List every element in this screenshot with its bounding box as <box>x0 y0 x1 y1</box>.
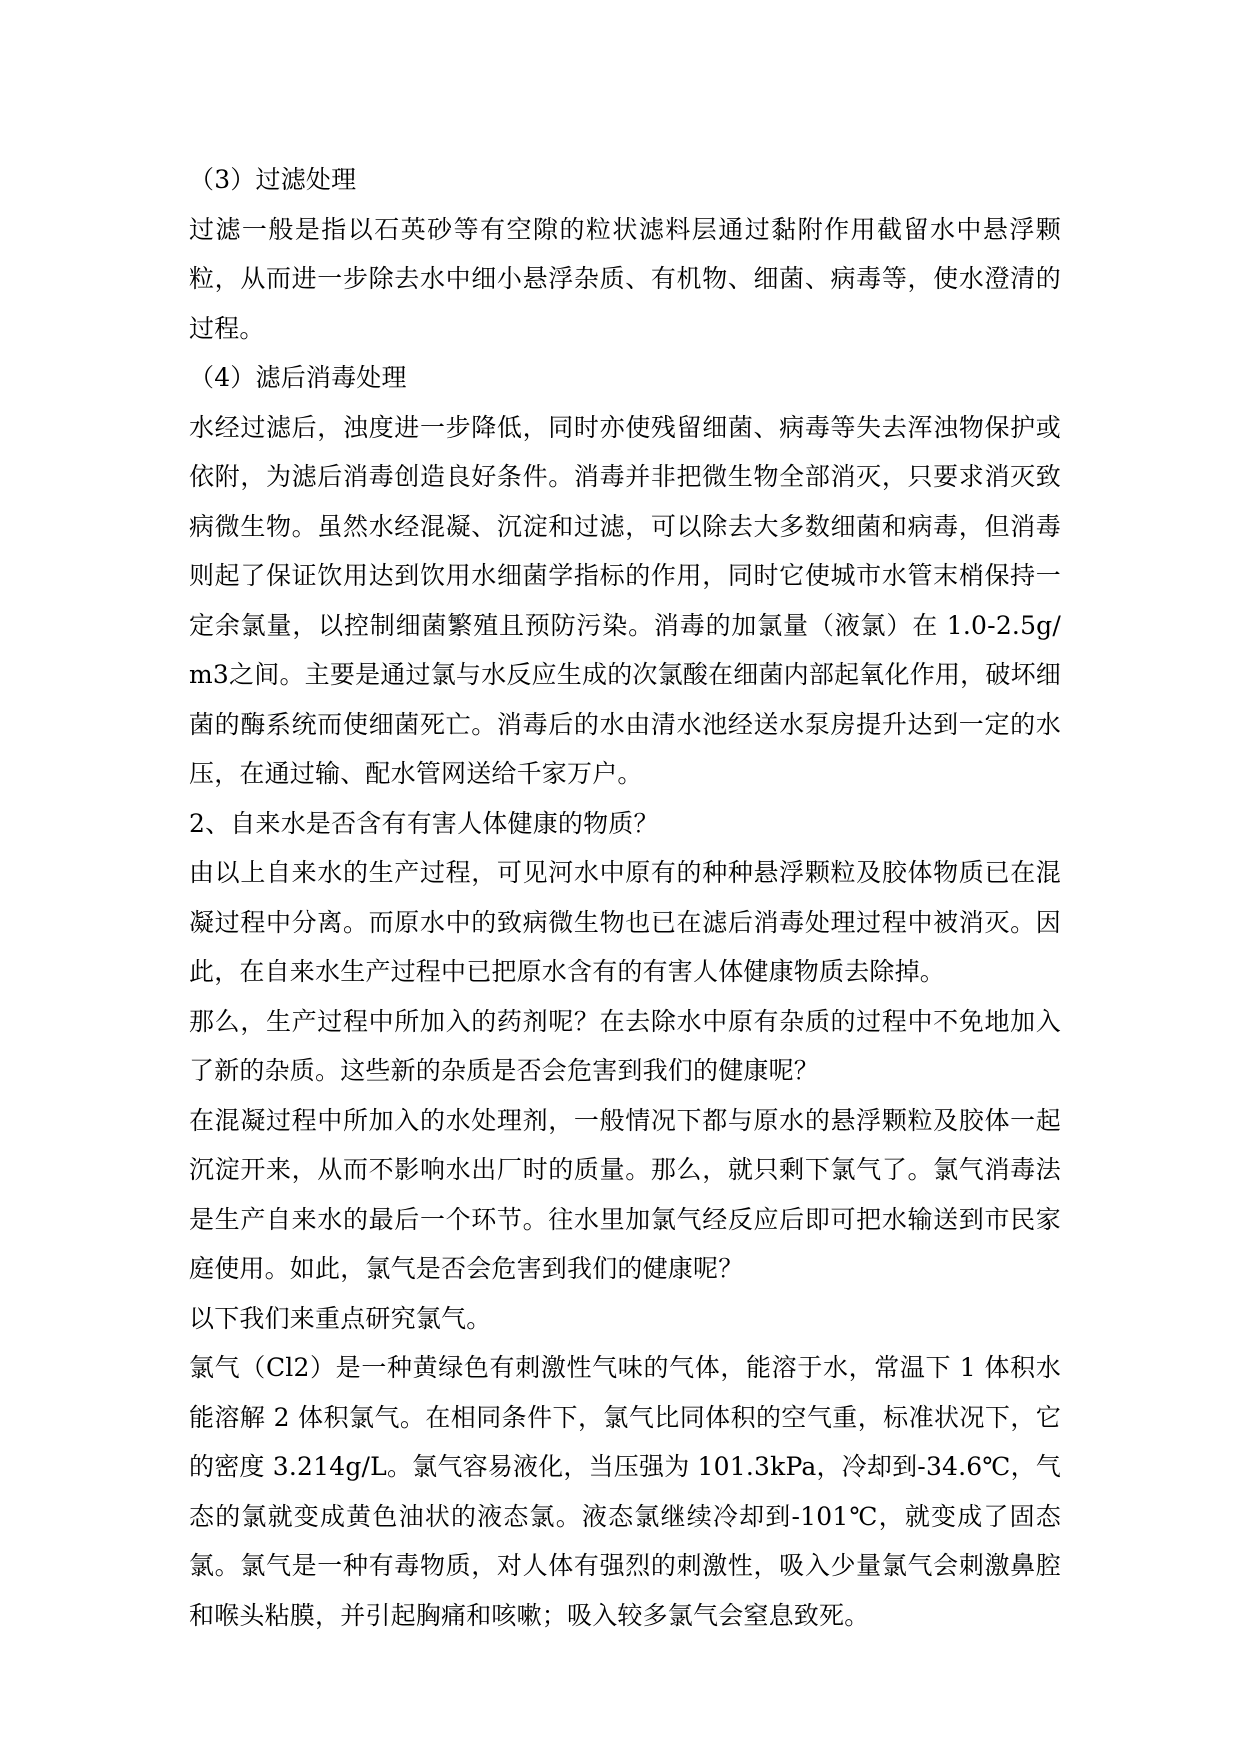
section-heading-harmful-substances: 2、自来水是否含有有害人体健康的物质？ <box>189 808 659 838</box>
paragraph-production-process: 由以上自来水的生产过程，可见河水中原有的种种悬浮颗粒及胶体物质已在混凝过程中分离。而原水中的致病微生物也已在滤后消毒处理过程中被消灭。因此，在自来水生产过程中已把原水含有的有害人体健康物质去除掉。 <box>189 858 1061 986</box>
section-heading-filtration: （3）过滤处理 <box>189 165 357 194</box>
paragraph-chlorine-intro: 以下我们来重点研究氯气。 <box>189 1303 492 1333</box>
paragraph-chlorine-properties: 氯气（Cl2）是一种黄绿色有刺激性气味的气体，能溶于水，常温下 1 体积水能溶解 2 体积氯气。在相同条件下，氯气比同体积的空气重，标准状况下，它的密度 3.214g/L。氯气容易液化，当压强为 101.3kPa，冷却到-34.6℃，气态的氯就变成黄色油状的液态氯。液态氯继续冷却到-101℃，就变成了固态氯。氯气是一种有毒物质，对人体有强烈的刺激性，吸入少量氯气会刺激鼻腔和喉头粘膜，并引起胸痛和咳嗽；吸入较多氯气会窒息致死。 <box>189 1353 1061 1630</box>
paragraph-coagulation-agents: 在混凝过程中所加入的水处理剂，一般情况下都与原水的悬浮颗粒及胶体一起沉淀开来，从而不影响水出厂时的质量。那么，就只剩下氯气了。氯气消毒法是生产自来水的最后一个环节。往水里加氯气经反应后即可把水输送到市民家庭使用。如此，氯气是否会危害到我们的健康呢？ <box>189 1105 1061 1283</box>
paragraph-filtration: 过滤一般是指以石英砂等有空隙的粒状滤料层通过黏附作用截留水中悬浮颗粒，从而进一步除去水中细小悬浮杂质、有机物、细菌、病毒等，使水澄清的过程。 <box>189 214 1061 343</box>
section-heading-disinfection: （4）滤后消毒处理 <box>189 363 407 392</box>
document-body <box>189 155 1061 1640</box>
paragraph-added-agents: 那么，生产过程中所加入的药剂呢？在去除水中原有杂质的过程中不免地加入了新的杂质。这些新的杂质是否会危害到我们的健康呢？ <box>189 1006 1061 1085</box>
paragraph-disinfection: 水经过滤后，浊度进一步降低，同时亦使残留细菌、病毒等失去浑浊物保护或依附，为滤后消毒创造良好条件。消毒并非把微生物全部消灭，只要求消灭致病微生物。虽然水经混凝、沉淀和过滤，可以除去大多数细菌和病毒，但消毒则起了保证饮用达到饮用水细菌学指标的作用，同时它使城市水管末梢保持一定余氯量，以控制细菌繁殖且预防污染。消毒的加氯量（液氯）在 1.0-2.5g/m3之间。主要是通过氯与水反应生成的次氯酸在细菌内部起氧化作用，破坏细菌的酶系统而使细菌死亡。消毒后的水由清水池经送水泵房提升达到一定的水压，在通过输、配水管网送给千家万户。 <box>189 412 1061 788</box>
